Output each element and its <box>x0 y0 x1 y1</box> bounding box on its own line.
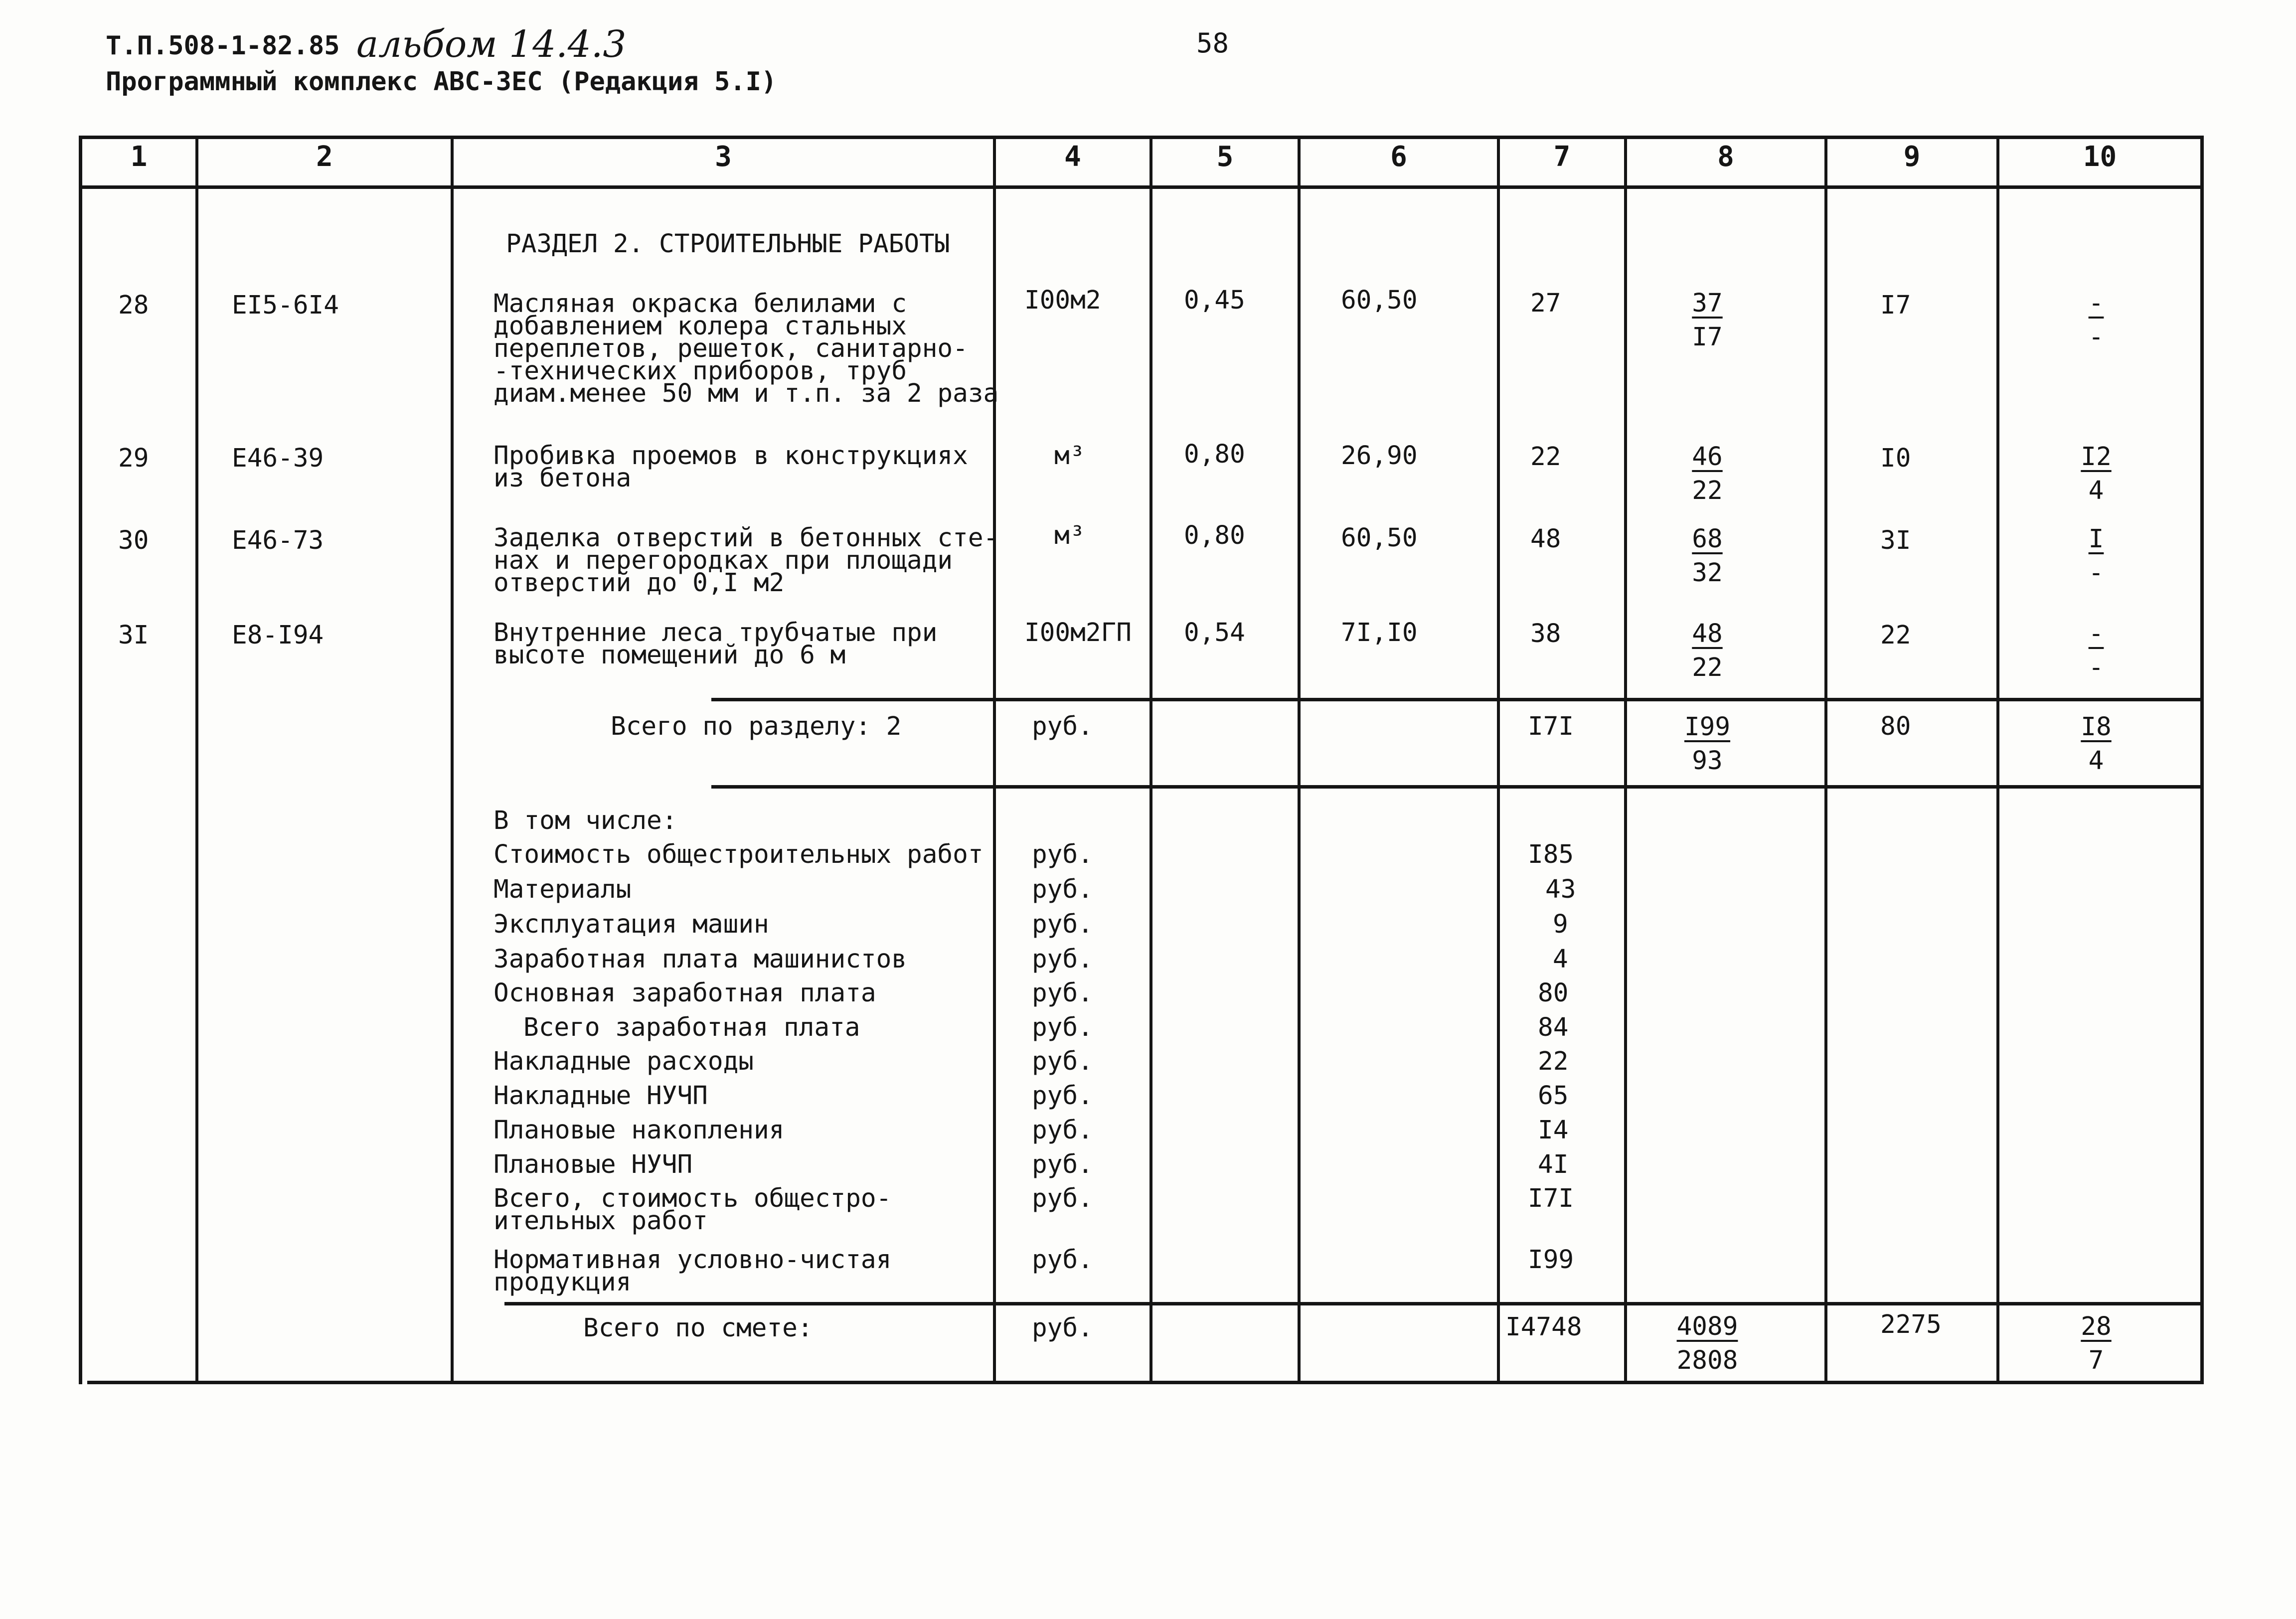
breakdown-value: 80 <box>1538 978 1569 1008</box>
grand-total-col9: 2275 <box>1880 1310 1942 1339</box>
unit: I00м2 <box>1024 286 1101 315</box>
column-header: 10 <box>2083 141 2117 173</box>
fraction-top: 28 <box>2081 1312 2112 1341</box>
quantity: 0,54 <box>1184 618 1245 648</box>
col10-fraction <box>2046 522 2146 590</box>
breakdown-label: Всего, стоимость общестро- <box>493 1184 892 1213</box>
fraction-top: 48 <box>1692 619 1723 648</box>
column-header: 6 <box>1390 141 1407 173</box>
col-border-4 <box>1149 136 1152 1384</box>
section-total-bottom-rule <box>711 785 2203 789</box>
grand-total-col8 <box>1657 1310 1757 1378</box>
fraction-bottom: 7 <box>2088 1346 2104 1375</box>
breakdown-value: I4 <box>1538 1116 1569 1145</box>
breakdown-label: Стоимость общестроительных работ <box>493 840 984 869</box>
col9-value: 22 <box>1880 621 1911 650</box>
breakdown-value: 43 <box>1545 875 1576 904</box>
breakdown-unit: руб. <box>1032 978 1093 1008</box>
norm-code: Е46-39 <box>232 444 324 473</box>
column-header: 1 <box>130 141 148 173</box>
description-line: Заделка отверстий в бетонных сте- <box>493 523 999 553</box>
description-line: переплетов, решеток, санитарно- <box>493 334 968 363</box>
breakdown-label: Материалы <box>493 875 632 904</box>
breakdown-label: Заработная плата машинистов <box>493 945 907 974</box>
breakdown-unit: руб. <box>1032 875 1093 904</box>
grand-total-unit: руб. <box>1032 1313 1093 1343</box>
col8-fraction <box>1657 522 1757 590</box>
breakdown-label: Нормативная условно-чистая <box>493 1245 892 1275</box>
fraction-top: 46 <box>1692 442 1723 472</box>
breakdown-label: Плановые НУЧП <box>493 1150 693 1179</box>
description-line: Внутренние леса трубчатые при <box>493 618 938 648</box>
fraction-top: - <box>2088 619 2104 648</box>
fraction-top: I8 <box>2081 712 2112 742</box>
description-line: из бетона <box>493 464 632 493</box>
col-border-0 <box>79 136 82 1384</box>
section-total-col10 <box>2046 710 2146 778</box>
document-code: Т.П.508-1-82.85 <box>106 31 340 61</box>
section-total-unit: руб. <box>1032 712 1093 741</box>
breakdown-value: I7I <box>1528 1184 1574 1213</box>
breakdown-unit: руб. <box>1032 1081 1093 1111</box>
fraction-top: I99 <box>1684 712 1731 742</box>
table-bottom-border <box>87 1381 2203 1384</box>
fraction-top: 68 <box>1692 524 1723 554</box>
unit-price: 7I,I0 <box>1341 618 1418 648</box>
fraction-top: I2 <box>2081 442 2112 472</box>
column-header: 8 <box>1717 141 1734 173</box>
col7-value: 27 <box>1530 289 1561 318</box>
header-bottom-border <box>79 185 2203 189</box>
section-total-col9: 80 <box>1880 712 1911 741</box>
column-header: 5 <box>1216 141 1234 173</box>
description-line: отверстий до 0,I м2 <box>493 568 785 598</box>
row-number: 29 <box>118 444 149 473</box>
breakdown-unit: руб. <box>1032 1013 1093 1042</box>
breakdown-value: 9 <box>1553 910 1568 939</box>
breakdown-value: 22 <box>1538 1047 1569 1076</box>
col-border-8 <box>1824 136 1827 1384</box>
column-header: 3 <box>715 141 732 173</box>
breakdown-unit: руб. <box>1032 1116 1093 1145</box>
col10-fraction <box>2046 287 2146 354</box>
grand-total-label: Всего по смете: <box>583 1313 813 1343</box>
album-handwritten-note: альбом 14.4.3 <box>356 23 627 66</box>
col-border-10 <box>2200 136 2204 1384</box>
col-border-6 <box>1497 136 1500 1384</box>
col-border-5 <box>1298 136 1301 1384</box>
unit-price: 26,90 <box>1341 441 1418 471</box>
col-border-7 <box>1624 136 1627 1384</box>
fraction-bottom: I7 <box>1692 323 1723 352</box>
col8-fraction <box>1657 617 1757 685</box>
fraction-bottom: - <box>2088 558 2104 588</box>
breakdown-unit: руб. <box>1032 840 1093 869</box>
norm-code: Е8-I94 <box>232 621 324 650</box>
breakdown-title: В том числе: <box>493 806 677 835</box>
breakdown-unit: руб. <box>1032 1184 1093 1213</box>
breakdown-unit: руб. <box>1032 1047 1093 1076</box>
col-border-9 <box>1996 136 1999 1384</box>
fraction-bottom: 2808 <box>1676 1346 1738 1375</box>
table-top-border <box>79 136 2203 139</box>
unit: м³ <box>1054 521 1085 550</box>
fraction-top: 37 <box>1692 289 1723 318</box>
breakdown-unit: руб. <box>1032 1245 1093 1275</box>
grand-total-col10 <box>2046 1310 2146 1378</box>
grand-total-col7: I4748 <box>1505 1312 1582 1342</box>
quantity: 0,45 <box>1184 286 1245 315</box>
fraction-top: 4089 <box>1676 1312 1738 1341</box>
grand-total-top-rule <box>504 1302 2203 1305</box>
col7-value: 38 <box>1530 619 1561 648</box>
column-header: 9 <box>1903 141 1921 173</box>
fraction-bottom: 22 <box>1692 476 1723 505</box>
norm-code: ЕI5-6I4 <box>232 291 339 320</box>
unit-price: 60,50 <box>1341 523 1418 553</box>
column-header: 7 <box>1553 141 1571 173</box>
description-line: Масляная окраска белилами с <box>493 289 907 319</box>
description-line: диам.менее 50 мм и т.п. за 2 раза <box>493 379 999 408</box>
fraction-bottom: - <box>2088 653 2104 682</box>
unit-price: 60,50 <box>1341 286 1418 315</box>
col10-fraction <box>2046 440 2146 508</box>
quantity: 0,80 <box>1184 440 1245 469</box>
row-number: 3I <box>118 621 149 650</box>
fraction-top: I <box>2088 524 2104 554</box>
description-line: -технических приборов, труб <box>493 356 907 386</box>
description-line: нах и перегородках при площади <box>493 546 953 575</box>
column-header: 2 <box>316 141 333 173</box>
breakdown-label: Всего заработная плата <box>523 1013 860 1042</box>
section-title: РАЗДЕЛ 2. СТРОИТЕЛЬНЫЕ РАБОТЫ <box>506 229 950 259</box>
breakdown-value: 4I <box>1538 1150 1569 1179</box>
section-total-top-rule <box>711 698 2203 701</box>
breakdown-value: 4 <box>1553 945 1568 974</box>
col10-fraction <box>2046 617 2146 685</box>
breakdown-value: I99 <box>1528 1245 1574 1275</box>
col9-value: 3I <box>1880 526 1911 555</box>
col-border-3 <box>993 136 996 1384</box>
unit: I00м2ГП <box>1024 618 1132 648</box>
norm-code: Е46-73 <box>232 526 324 555</box>
breakdown-label: ительных работ <box>493 1206 708 1236</box>
fraction-bottom: 22 <box>1692 653 1723 682</box>
program-title: Программный комплекс АВС-ЗЕС (Редакция 5.I) <box>106 67 777 97</box>
row-number: 28 <box>118 291 149 320</box>
unit: м³ <box>1054 441 1085 471</box>
breakdown-label: Основная заработная плата <box>493 978 876 1008</box>
quantity: 0,80 <box>1184 521 1245 550</box>
page-number: 58 <box>1196 27 1229 59</box>
fraction-bottom: 4 <box>2088 476 2104 505</box>
breakdown-value: 65 <box>1538 1081 1569 1111</box>
section-total-label: Всего по разделу: 2 <box>611 712 902 741</box>
fraction-top: - <box>2088 289 2104 318</box>
row-number: 30 <box>118 526 149 555</box>
description-line: высоте помещений до 6 м <box>493 641 846 670</box>
fraction-bottom: - <box>2088 323 2104 352</box>
col-border-2 <box>451 136 454 1384</box>
col-border-1 <box>195 136 198 1384</box>
breakdown-label: продукция <box>493 1268 632 1297</box>
col8-fraction <box>1657 287 1757 354</box>
fraction-bottom: 93 <box>1692 746 1723 776</box>
breakdown-unit: руб. <box>1032 910 1093 939</box>
breakdown-label: Эксплуатация машин <box>493 910 769 939</box>
column-header: 4 <box>1064 141 1081 173</box>
breakdown-label: Накладные расходы <box>493 1047 754 1076</box>
section-total-col8 <box>1657 710 1757 778</box>
description-line: добавлением колера стальных <box>493 312 907 341</box>
col7-value: 48 <box>1530 524 1561 554</box>
breakdown-unit: руб. <box>1032 1150 1093 1179</box>
fraction-bottom: 32 <box>1692 558 1723 588</box>
breakdown-value: 84 <box>1538 1013 1569 1042</box>
breakdown-label: Плановые накопления <box>493 1116 785 1145</box>
breakdown-label: Накладные НУЧП <box>493 1081 708 1111</box>
col9-value: I7 <box>1880 291 1911 320</box>
col9-value: I0 <box>1880 444 1911 473</box>
breakdown-unit: руб. <box>1032 945 1093 974</box>
fraction-bottom: 4 <box>2088 746 2104 776</box>
col8-fraction <box>1657 440 1757 508</box>
col7-value: 22 <box>1530 442 1561 472</box>
breakdown-value: I85 <box>1528 840 1574 869</box>
description-line: Пробивка проемов в конструкциях <box>493 441 968 471</box>
section-total-col7: I7I <box>1528 712 1574 741</box>
